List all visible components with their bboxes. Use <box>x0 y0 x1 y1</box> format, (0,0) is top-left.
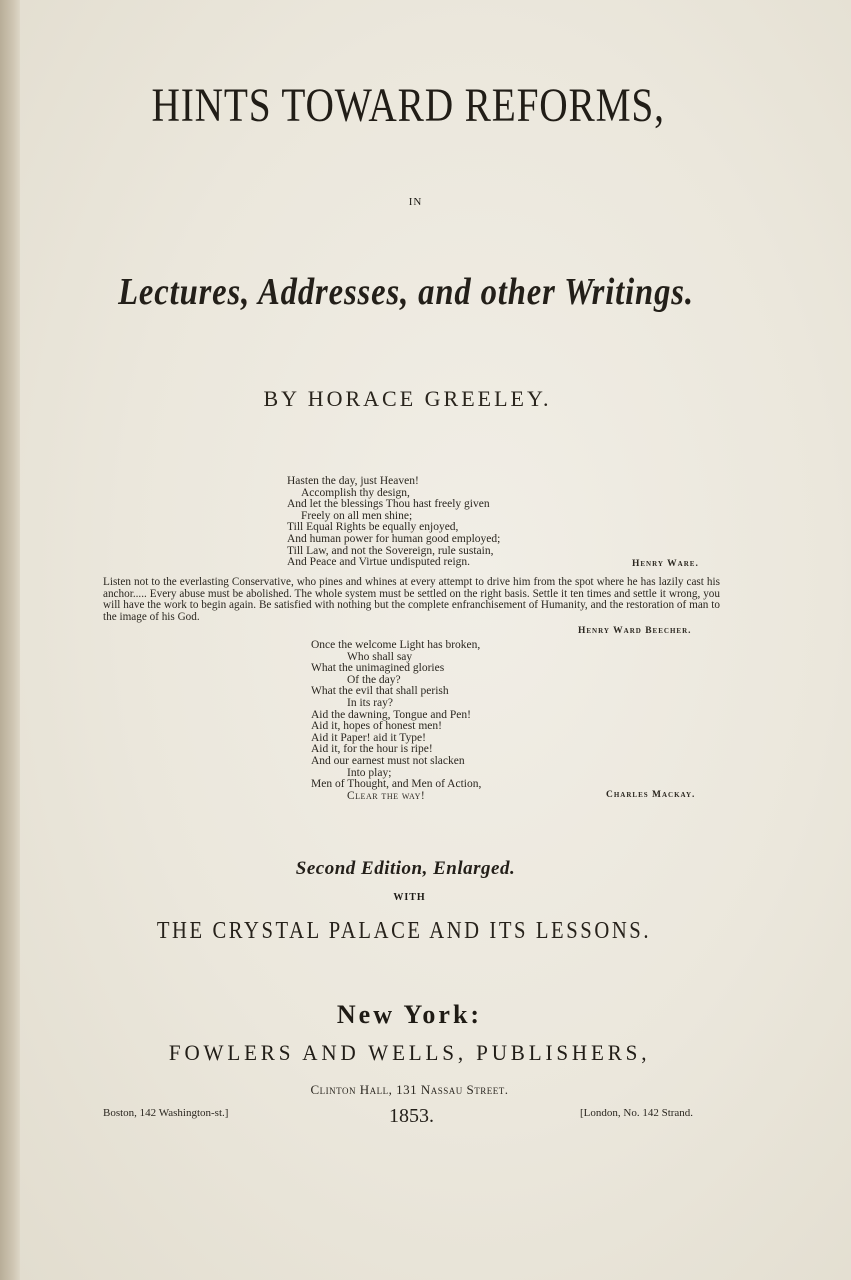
imprint-boston: Boston, 142 Washington-st.] <box>103 1107 229 1119</box>
epigraph-line: Who shall say <box>347 650 413 663</box>
epigraph-mackay <box>311 640 481 802</box>
epigraph-line: Aid it, hopes of honest men! <box>311 720 442 733</box>
with-word: WITH <box>393 892 426 903</box>
imprint-place: New York: <box>336 1000 483 1029</box>
epigraph-line: And human power for human good employed; <box>287 532 501 545</box>
epigraph-line: Men of Thought, and Men of Action, <box>311 778 482 791</box>
imprint-address: Clinton Hall, 131 Nassau Street. <box>310 1082 509 1097</box>
epigraph-line: Hasten the day, just Heaven! <box>287 475 419 487</box>
supplement-title: THE CRYSTAL PALACE AND ITS LESSONS. <box>156 918 652 944</box>
epigraph-line: Accomplish thy design, <box>301 486 410 499</box>
attribution-ware: Henry Ware. <box>632 559 699 569</box>
book-title: HINTS TOWARD REFORMS, <box>151 79 665 132</box>
subtitle: Lectures, Addresses, and other Writings. <box>118 271 694 313</box>
epigraph-line: Till Equal Rights be equally enjoyed, <box>287 521 459 534</box>
epigraph-line: Aid the dawning, Tongue and Pen! <box>311 708 471 721</box>
epigraph-line: Till Law, and not the Sovereign, rule sustain, <box>287 544 494 557</box>
in-word: IN <box>408 196 423 208</box>
epigraph-line: Aid it Paper! aid it Type! <box>311 731 426 744</box>
attribution-mackay: Charles Mackay. <box>606 790 696 800</box>
author-line: BY HORACE GREELEY. <box>263 386 552 411</box>
epigraph-line: Into play; <box>347 766 392 779</box>
epigraph-line: And Peace and Virtue undisputed reign. <box>287 556 471 569</box>
epigraph-line: Freely on all men shine; <box>301 509 413 522</box>
imprint-london: [London, No. 142 Strand. <box>580 1107 694 1119</box>
epigraph-line: Clear the way! <box>347 789 426 802</box>
imprint-year: 1853. <box>389 1105 434 1127</box>
epigraph-line: And our earnest must not slacken <box>311 754 465 767</box>
epigraph-line: Aid it, for the hour is ripe! <box>311 743 433 756</box>
epigraph-line: Of the day? <box>347 673 401 686</box>
epigraph-line: In its ray? <box>347 696 393 709</box>
epigraph-line: And let the blessings Thou hast freely given <box>287 498 490 511</box>
epigraph-line: What the unimagined glories <box>311 662 445 675</box>
epigraph-beecher: Listen not to the everlasting Conservative, who pines and whines at every attempt to drive him from the spot where he has lazily cast his anchor..... Every abuse must be abolished. The whole system must be settled on the right basis. Settle it ten times and settle it wrong, you will have the work to begin again. Be satisfied with nothing but the complete enfranchisement of Humanity, and the restoration of man to the image of his God. <box>103 576 720 623</box>
epigraph-ware <box>287 476 500 569</box>
epigraph-line: What the evil that shall perish <box>311 685 449 698</box>
attribution-beecher: Henry Ward Beecher. <box>578 626 692 636</box>
imprint-publisher: FOWLERS AND WELLS, PUBLISHERS, <box>168 1040 651 1065</box>
epigraph-line: Once the welcome Light has broken, <box>311 639 481 651</box>
edition-line: Second Edition, Enlarged. <box>295 858 516 879</box>
